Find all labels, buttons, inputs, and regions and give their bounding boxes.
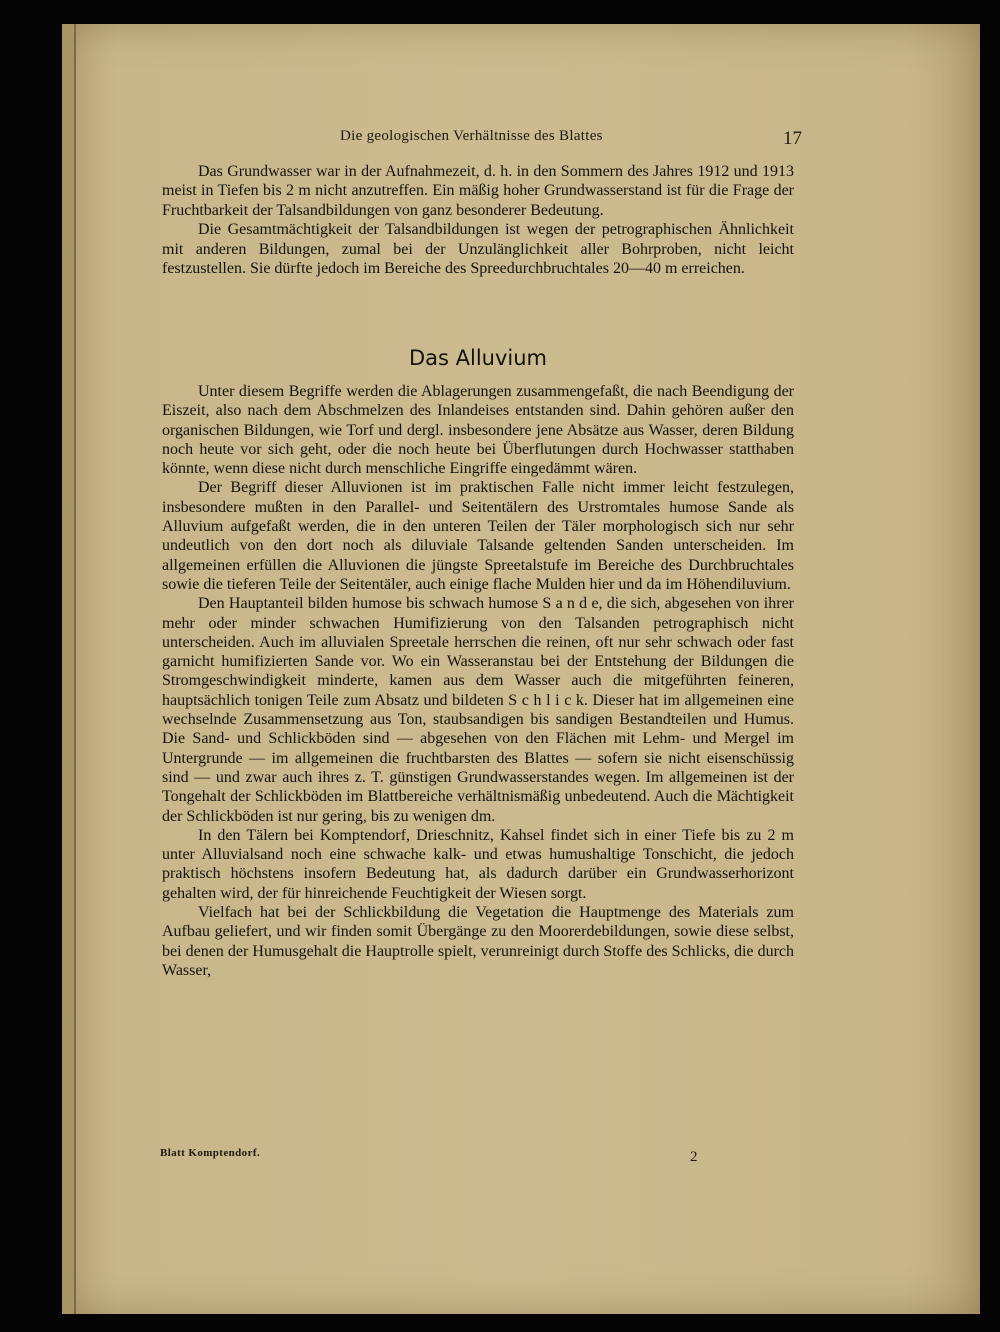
paragraph-groundwater: Das Grundwasser war in der Aufnahmezeit, d. h. in den Sommern des Jahres 1912 und 1913 meist in Tiefen bis 2 m nicht anzutreffen. Ein mäßig hoher Grundwasserstand ist für die Frage der Fruchtbarkeit der Talsandbildungen von ganz besonderer Bedeutung.	[162, 163, 794, 219]
running-head: Die geologischen Verhältnisse des Blattes	[340, 128, 603, 144]
sheet-signature: Blatt Komptendorf.	[160, 1147, 261, 1159]
page-number: 17	[783, 128, 802, 149]
paragraph-thickness: Die Gesamtmächtigkeit der Talsandbildungen ist wegen der petrographischen Ähnlichkeit mit anderen Bildungen, zumal bei der Unzulänglichkeit aller Bohrproben, nicht leicht festzustellen. Sie dürfte jedoch im Bereiche des Spreedurchbruchtales 20—40 m erreichen.	[162, 221, 794, 278]
paragraph-sands: Den Hauptanteil bilden humose bis schwach humose S a n d e, die sich, abgesehen von ihrer mehr oder minder schwachen Humifizierung von den Talsanden petrographisch nicht unterscheiden. Auch im alluvialen Spreetale herrschen die reinen, oft nur sehr schwach oder fast garnicht humifizierten Sande vor. Wo ein Wasseranstau bei der Entstehung der Bildungen die Stromgeschwindigkeit minderte, kamen aus dem Wasser auch die mitgeführten feineren, hauptsächlich tonigen Teile zum Absatz und bildeten S c h l i c k. Dieser hat im allgemeinen eine wechselnde Zusammensetzung aus Ton, staubsandigen bis sandigen Bestandteilen und Humus. Die Sand- und Schlickböden sind — abgesehen von den Flächen mit Lehm- und Mergel im Untergrunde — im allgemeinen die fruchtbarsten des Blattes — sofern sie nicht eisenschüssig sind — und zwar auch ihres z. T. günstigen Grundwasserstandes wegen. Im allgemeinen ist der Tongehalt der Schlickböden im Blattbereiche verhältnismäßig unbedeutend. Auch die Mächtigkeit der Schlickböden ist nur gering, bis zu wenigen dm.	[162, 595, 794, 825]
alluvium-text	[162, 382, 794, 980]
paragraph-vegetation: Vielfach hat bei der Schlickbildung die Vegetation die Hauptmenge des Materials zum Aufbau geliefert, und wir finden somit Übergänge zu den Moorerdebildungen, sowie diese selbst, bei denen der Humusgehalt die Hauptrolle spielt, verunreinigt durch Stoffe des Schlicks, die durch Wasser,	[162, 904, 794, 979]
intro-text	[162, 162, 794, 278]
paragraph-definition: Unter diesem Begriffe werden die Ablagerungen zusammengefaßt, die nach Beendigung der Eiszeit, also nach dem Abschmelzen des Inlandeises entstanden sind. Dahin gehören außer den organischen Bildungen, wie Torf und dergl. insbesondere jene Absätze aus Wasser, deren Bildung noch heute vor sich geht, oder die noch heute bei Überflutungen durch Hochwasser statthaben könnte, wenn diese nicht durch menschliche Eingriffe eingedämmt wären.	[162, 383, 794, 478]
paragraph-alluvions: Der Begriff dieser Alluvionen ist im praktischen Falle nicht immer leicht festzulegen, insbesondere mußten in den Parallel- und Seitentälern des Urstromtales humose Sande als Alluvium aufgefaßt werden, die in den unteren Teilen der Täler morphologisch sich nur sehr undeutlich von den dort noch als diluviale Talsande geltenden Sanden unterscheiden. Im allgemeinen erfüllen die Alluvionen die jüngste Spreetalstufe im Bereiche des Durchbruchtales sowie die tieferen Teile der Seitentäler, auch einige flache Mulden hier und da im Höhendiluvium.	[162, 479, 794, 593]
page-edge	[62, 24, 76, 1314]
paragraph-valleys: In den Tälern bei Komptendorf, Drieschnitz, Kahsel findet sich in einer Tiefe bis zu 2 m unter Alluvialsand noch eine schwache kalk- und etwas humushaltige Tonschicht, die jedoch praktisch höchstens insofern Bedeutung hat, als dadurch darüber ein Grundwasserhorizont gehalten wird, der für hinreichende Feuchtigkeit der Wiesen sorgt.	[162, 826, 794, 902]
sheet-number: 2	[690, 1149, 698, 1165]
section-title: Das Alluvium	[408, 346, 548, 370]
